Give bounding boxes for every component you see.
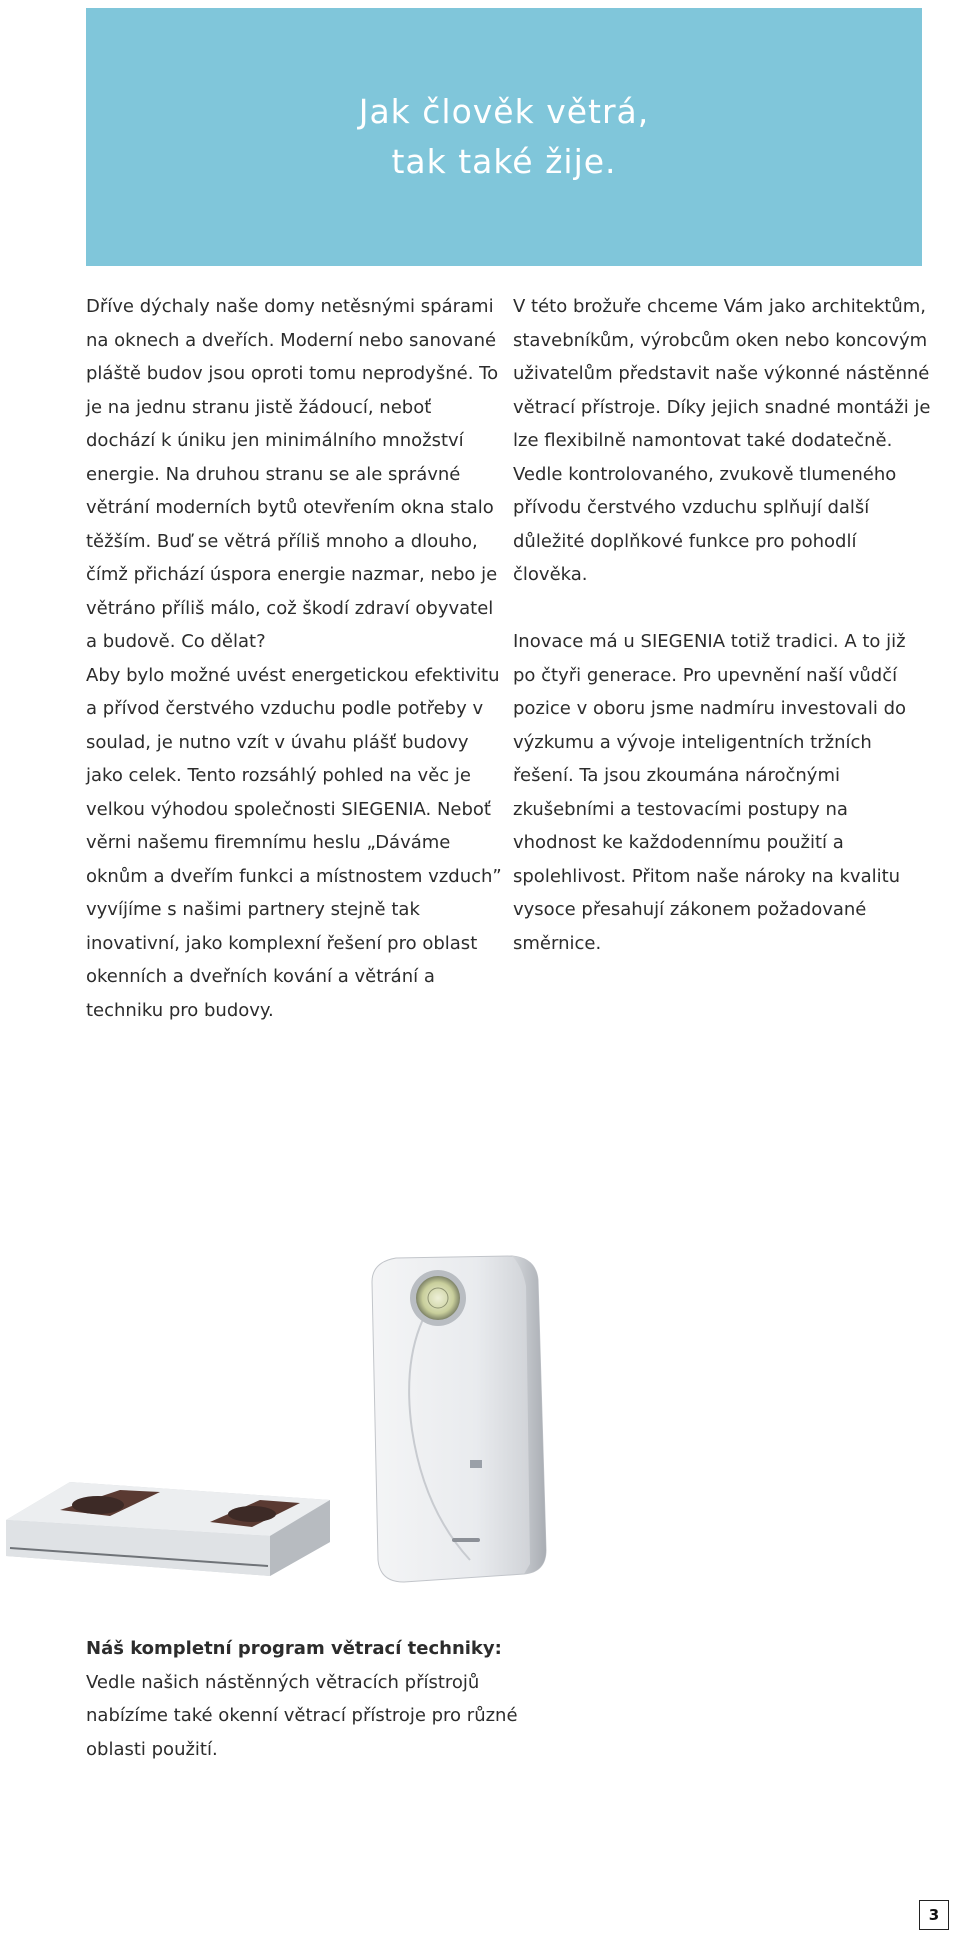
title-banner: [86, 8, 922, 266]
right-paragraph-1: V této brožuře chceme Vám jako architektům, stavebníkům, výrobcům oken nebo koncovým uživatelům představit naše výkonné nástěnné větrací přístroje. Díky jejich snadné montáži je lze flexibilně namontovat také dodatečně. Vedle kontrolovaného, zvukově tlumeného přívodu čerstvého vzduchu splňují další důležité doplňkové funkce pro pohodlí člověka.: [513, 296, 931, 585]
right-paragraph-2: Inovace má u SIEGENIA totiž tradici. A to již po čtyři generace. Pro upevnění naší vůdčí pozice v oboru jsme nadmíru investovali do výzkumu a vývoje inteligentních tržních řešení. Ta jsou zkoumána náročnými zkušebními a testovacími postupy na vhodnost ke každodennímu použití a spolehlivost. Přitom naše nároky na kvalitu vysoce přesahují zákonem požadované směrnice.: [513, 631, 907, 954]
left-text-column: [86, 290, 506, 1027]
product-photo: [0, 1200, 600, 1620]
product-caption: [86, 1632, 526, 1766]
banner-title-line-2: tak také žije.: [391, 142, 617, 181]
right-text-column: [513, 290, 933, 960]
window-ventilator-unit: [6, 1482, 330, 1576]
wall-ventilator-unit: [372, 1256, 546, 1582]
left-paragraph-2: Aby bylo možné uvést energetickou efektivitu a přívod čerstvého vzduchu podle potřeby v soulad, je nutno vzít v úvahu plášť budovy jako celek. Tento rozsáhlý pohled na věc je velkou výhodou společnosti SIEGENIA. Neboť věrni našemu firemnímu heslu „Dáváme oknům a dveřím funkci a místnostem vzduch” vyvíjíme s našimi partnery stejně tak inovativní, jako komplexní řešení pro oblast okenních a dveřních kování a větrání a techniku pro budovy.: [86, 664, 502, 1021]
left-paragraph-1: Dříve dýchaly naše domy netěsnými spárami na oknech a dveřích. Moderní nebo sanované pláště budov jsou oproti tomu neprodyšné. To je na jednu stranu jistě žádoucí, neboť dochází k úniku jen minimálního množství energie. Na druhou stranu se ale správné větrání moderních bytů otevřením okna stalo těžším. Buď se větrá příliš mnoho a dlouho, čímž přichází úspora energie nazmar, nebo je větráno příliš málo, což škodí zdraví obyvatel a budově. Co dělat?: [86, 296, 499, 652]
caption-body: Vedle našich nástěnných větracích přístrojů nabízíme také okenní větrací přístroje pro různé oblasti použití.: [86, 1671, 518, 1760]
banner-title-line-1: Jak člověk větrá,: [358, 92, 650, 131]
page-number: 3: [919, 1900, 949, 1930]
dial-icon: [416, 1276, 460, 1320]
caption-title: Náš kompletní program větrací techniky:: [86, 1638, 502, 1659]
